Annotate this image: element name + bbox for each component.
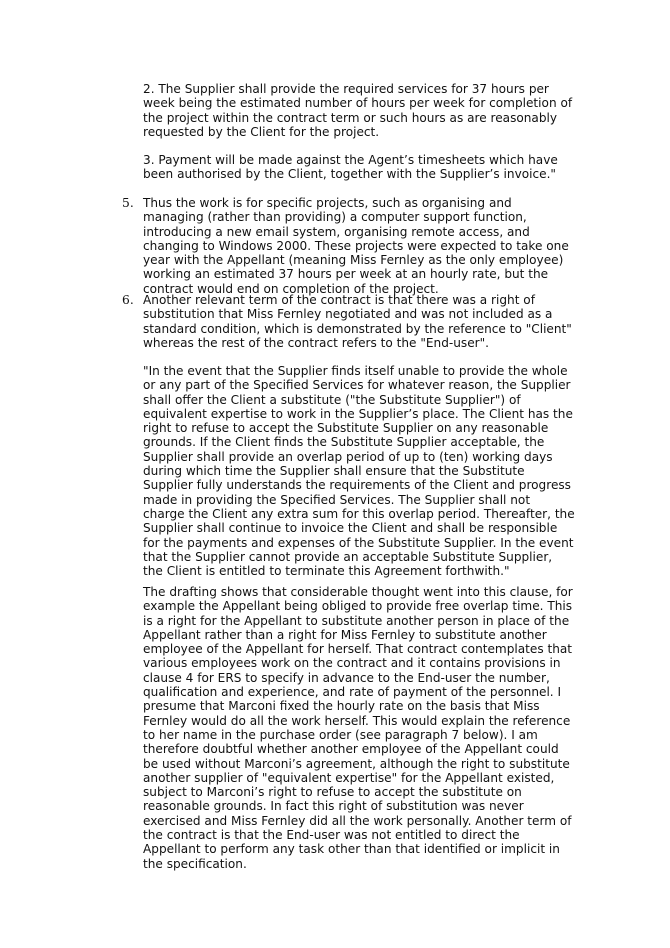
- paragraph-number-5: 5.: [122, 196, 134, 210]
- paragraph-5-text: Thus the work is for specific projects, such as organising and managing (rather than providing) a computer support function, introducing a new email system, organising remote access, and changing to Windows 2000. These projects were expected to take one year with the Appellant (meaning Miss Fernley as the only employee) working an estimated 37 hours per week at an hourly rate, but the contract would end on completion of the project.: [143, 196, 569, 296]
- quote-item-2: 2. The Supplier shall provide the required services for 37 hours per week being the estimated number of hours per week for completion of the project within the contract term or such hours as are reasonably requested by the Client for the project.: [143, 82, 573, 139]
- quote-item-3: 3. Payment will be made against the Agent’s timesheets which have been authorised by the Client, together with the Supplier’s invoice.": [143, 153, 558, 182]
- paragraph-6-text: Another relevant term of the contract is that there was a right of substitution that Miss Fernley negotiated and was not included as a standard condition, which is demonstrated by the reference to "Client" whereas the rest of the contract refers to the "End-user".: [143, 293, 572, 350]
- paragraph-number-6: 6.: [122, 293, 134, 307]
- drafting-paragraph: The drafting shows that considerable thought went into this clause, for example the Appellant being obliged to provide free overlap time. This is a right for the Appellant to substitute another person in place of the Appellant rather than a right for Miss Fernley to substitute another employee of the Appellant for herself. That contract contemplates that various employees work on the contract and it contains provisions in clause 4 for ERS to specify in advance to the End-user the number, qualification and experience, and rate of payment of the personnel. I presume that Marconi fixed the hourly rate on the basis that Miss Fernley would do all the work herself. This would explain the reference to her name in the purchase order (see paragraph 7 below). I am therefore doubtful whether another employee of the Appellant could be used without Marconi’s agreement, although the right to substitute another supplier of "equivalent expertise" for the Appellant existed, subject to Marconi’s right to refuse to accept the substitute on reasonable grounds. In fact this right of substitution was never exercised and Miss Fernley did all the work personally. Another term of the contract is that the End-user was not entitled to direct the Appellant to perform any task other than that identified or implicit in the specification.: [143, 585, 573, 871]
- substitution-clause-quote: "In the event that the Supplier finds itself unable to provide the whole or any part of the Specified Services for whatever reason, the Supplier shall offer the Client a substitute ("the Substitute Supplier") of equivalent expertise to work in the Supplier’s place. The Client has the right to refuse to accept the Substitute Supplier on any reasonable grounds. If the Client finds the Substitute Supplier acceptable, the Supplier shall provide an overlap period of up to (ten) working days during which time the Supplier shall ensure that the Substitute Supplier fully understands the requirements of the Client and progress made in providing the Specified Services. The Supplier shall not charge the Client any extra sum for this overlap period. Thereafter, the Supplier shall continue to invoice the Client and shall be responsible for the payments and expenses of the Substitute Supplier. In the event that the Supplier cannot provide an acceptable Substitute Supplier, the Client is entitled to terminate this Agreement forthwith.": [143, 364, 575, 579]
